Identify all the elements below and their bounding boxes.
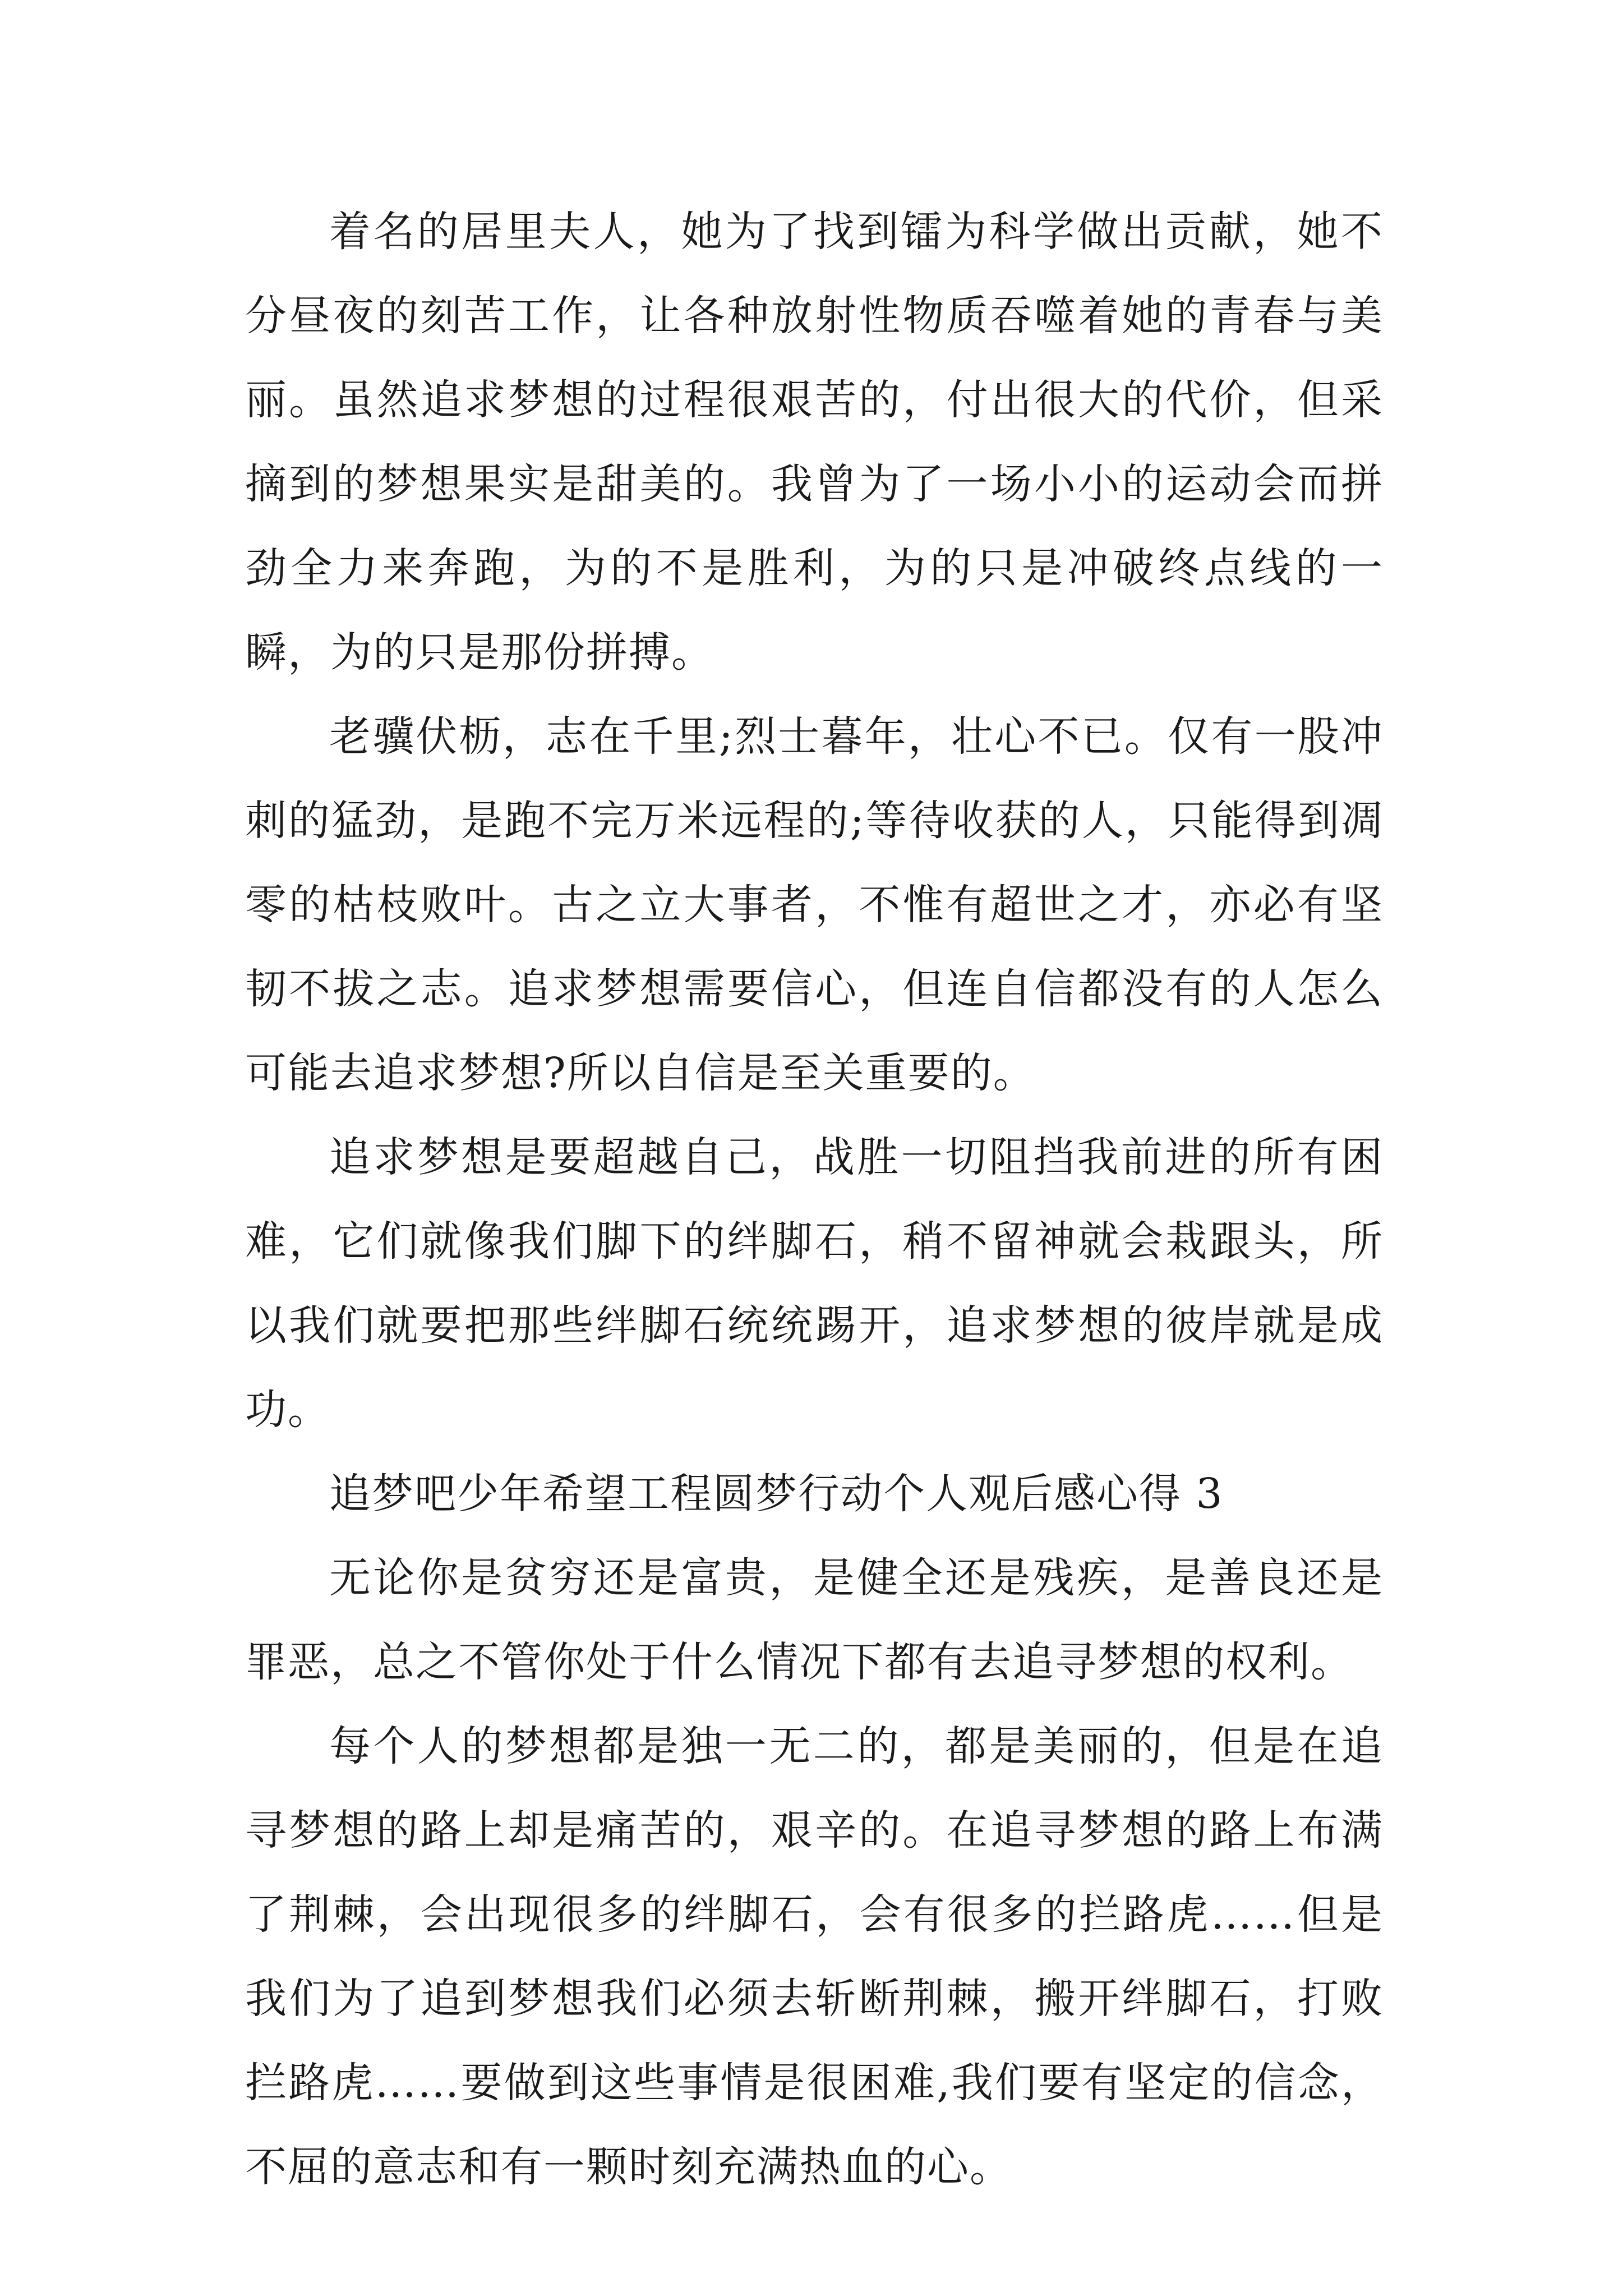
document-body	[245, 190, 1384, 2209]
section-heading: 追梦吧少年希望工程圆梦行动个人观后感心得 3	[329, 1470, 1224, 1518]
paragraph-marie-curie: 着名的居里夫人，她为了找到镭为科学做出贡献，她不分昼夜的刻苦工作，让各种放射性物质吞噬着她的青春与美丽。虽然追求梦想的过程很艰苦的，付出很大的代价，但采摘到的梦想果实是甜美的。我曾为了一场小小的运动会而拼劲全力来奔跑，为的不是胜利，为的只是冲破终点线的一瞬，为的只是那份拼搏。	[245, 208, 1384, 677]
paragraph-ambition: 老骥伏枥，志在千里;烈士暮年，壮心不已。仅有一股冲刺的猛劲，是跑不完万米远程的;等待收获的人，只能得到凋零的枯枝败叶。古之立大事者，不惟有超世之才，亦必有坚韧不拔之志。追求梦想需要信心，但连自信都没有的人怎么可能去追求梦想?所以自信是至关重要的。	[245, 712, 1384, 1097]
paragraph-unique-dream: 每个人的梦想都是独一无二的，都是美丽的，但是在追寻梦想的路上却是痛苦的，艰辛的。在追寻梦想的路上布满了荆棘，会出现很多的绊脚石，会有很多的拦路虎……但是我们为了追到梦想我们必须去斩断荆棘，搬开绊脚石，打败拦路虎……要做到这些事情是很困难,我们要有坚定的信念，不屈的意志和有一颗时刻充满热血的心。	[245, 1722, 1384, 2191]
paragraph-overcome: 追求梦想是要超越自己，战胜一切阻挡我前进的所有困难，它们就像我们脚下的绊脚石，稍不留神就会栽跟头，所以我们就要把那些绊脚石统统踢开，追求梦想的彼岸就是成功。	[245, 1133, 1384, 1434]
paragraph-right-to-dream: 无论你是贫穷还是富贵，是健全还是残疾，是善良还是罪恶，总之不管你处于什么情况下都有去追寻梦想的权利。	[245, 1554, 1384, 1686]
